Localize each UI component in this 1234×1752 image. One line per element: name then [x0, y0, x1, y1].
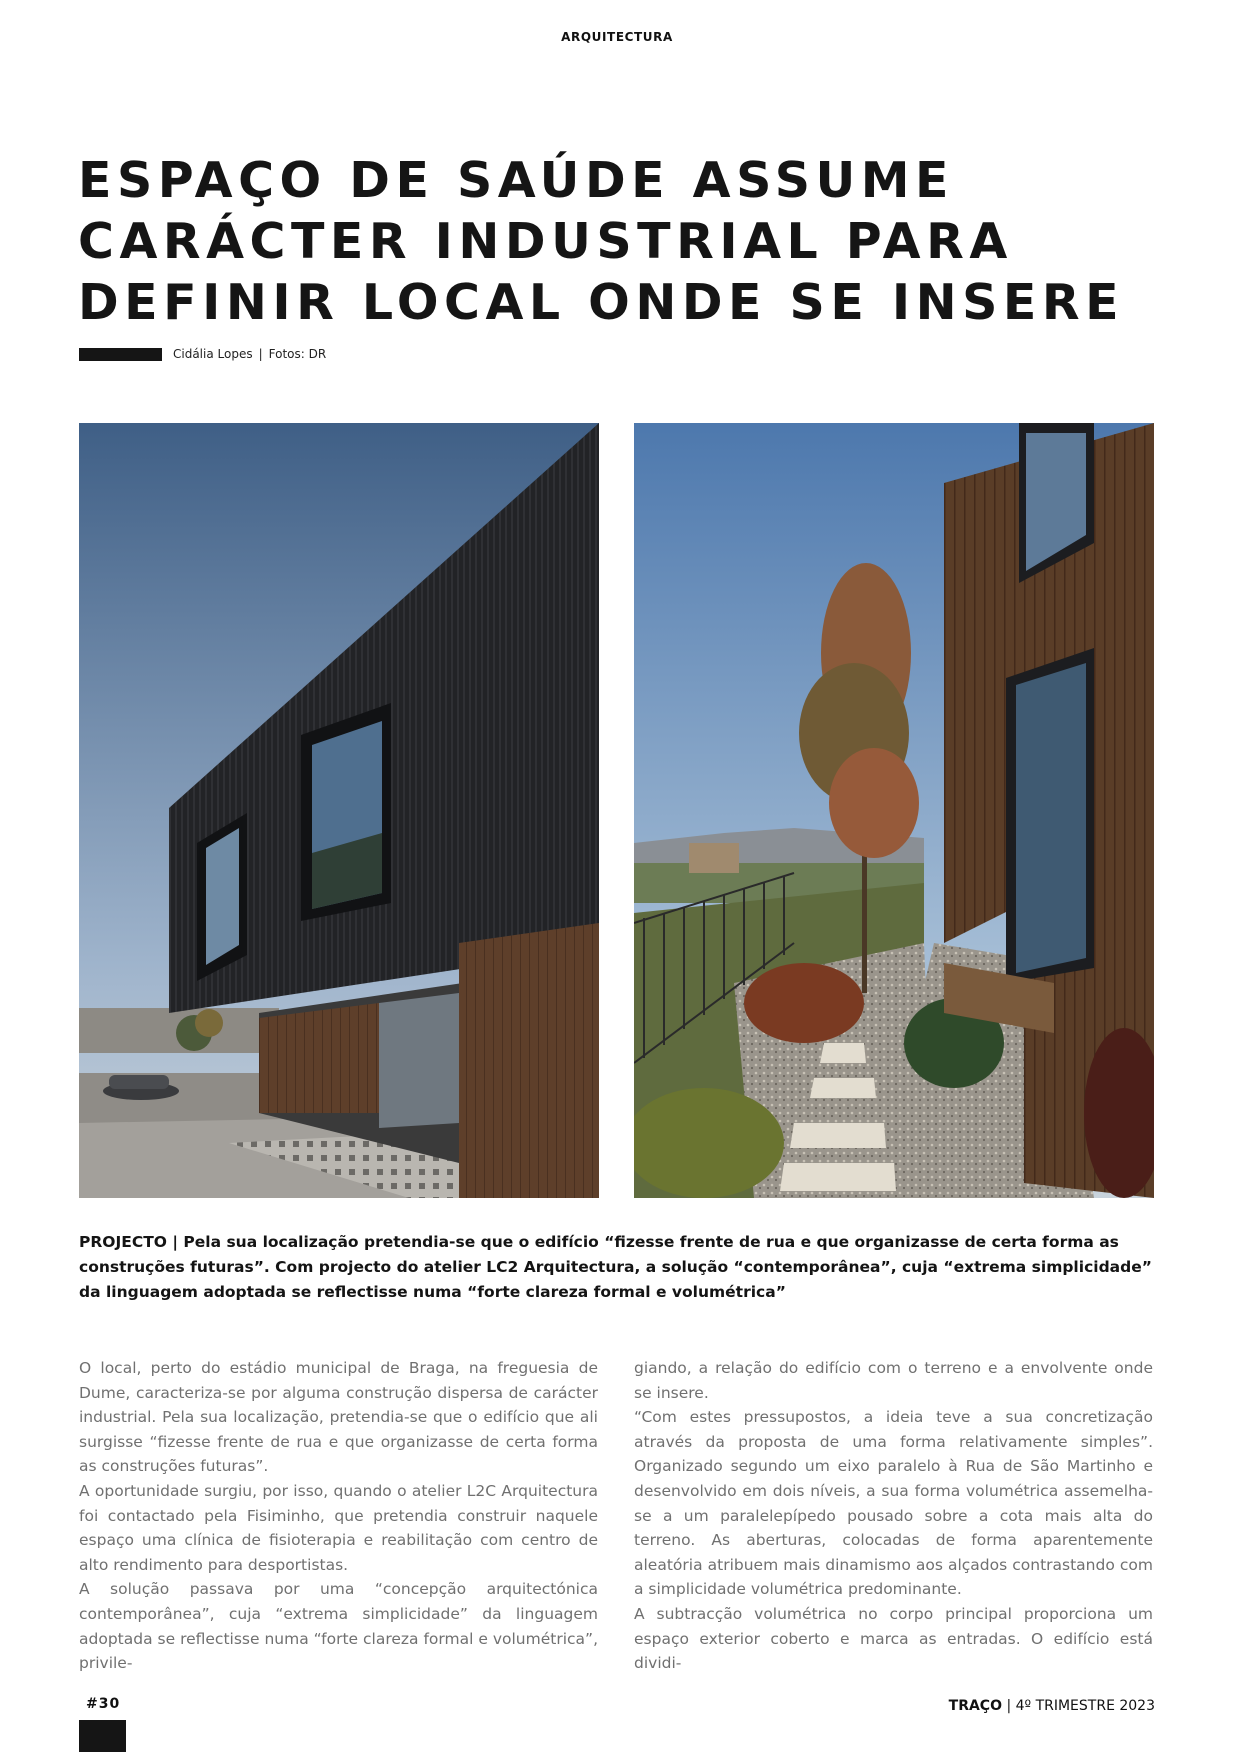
body-column-right	[634, 1356, 1153, 1676]
byline-photo-credit: Fotos: DR	[268, 347, 327, 361]
headline-line-2: CARÁCTER INDUSTRIAL PARA	[78, 213, 1013, 270]
footer-separator: |	[1006, 1698, 1012, 1714]
byline-author: Cidália Lopes	[173, 347, 253, 361]
body-paragraph: A solução passava por uma “concepção arquitectónica contemporânea”, cuja “extrema simplicidade” da linguagem adoptada se reflectisse numa “forte clareza formal e volumétrica”, privile-	[79, 1580, 598, 1673]
headline-line-3: DEFINIR LOCAL ONDE SE INSERE	[78, 274, 1125, 331]
body-paragraph: A subtracção volumétrica no corpo principal proporciona um espaço exterior coberto e marca as entradas. O edifício está dividi-	[634, 1604, 1153, 1673]
body-paragraph: A oportunidade surgiu, por isso, quando o atelier L2C Arquitectura foi contactado pela Fisiminho, que pretendia construir naquele espaço uma clínica de fisioterapia e reabilitação com centro de alto rendimento para desportistas.	[79, 1481, 598, 1574]
page-tab-marker	[79, 1720, 126, 1752]
body-column-left	[79, 1356, 598, 1676]
photo-caption: PROJECTO | Pela sua localização pretendia-se que o edifício “fizesse frente de rua e que organizasse de certa forma as construções futuras”. Com projecto do atelier LC2 Arquitectura, a solução “contemporânea”, cuja “extrema simplicidade” da linguagem adoptada se reflectisse numa “forte clareza formal e volumétrica”	[79, 1233, 1152, 1301]
magazine-name: TRAÇO	[948, 1698, 1002, 1714]
byline-separator: |	[258, 347, 263, 361]
footer-issue	[949, 1698, 1155, 1714]
photo-garden-path	[634, 423, 1154, 1198]
body-paragraph: O local, perto do estádio municipal de Braga, na freguesia de Dume, caracteriza-se por alguma construção dispersa de carácter industrial. Pela sua localização, pretendia-se que o edifício que ali surgisse “fizesse frente de rua e que organizasse de certa forma as construções futuras”.	[79, 1359, 598, 1476]
byline-bar	[79, 348, 162, 361]
page-number: #30	[86, 1696, 121, 1712]
byline	[173, 347, 326, 361]
headline-line-1: ESPAÇO DE SAÚDE ASSUME	[78, 152, 955, 209]
body-paragraph: giando, a relação do edifício com o terreno e a envolvente onde se insere.	[634, 1359, 1153, 1402]
issue-label: 4º TRIMESTRE 2023	[1015, 1698, 1155, 1714]
body-paragraph: “Com estes pressupostos, a ideia teve a sua concretização através da proposta de uma forma relativamente simples”. Organizado segundo um eixo paralelo à Rua de São Martinho e desenvolvido em dois níveis, a sua forma volumétrica assemelha-se a um paralelepípedo pousado sobre a cota mais alta do terreno. As aberturas, colocadas de forma aparentemente aleatória atribuem mais dinamismo aos alçados contrastando com a simplicidade volumétrica predominante.	[634, 1408, 1153, 1599]
photo-building-facade	[79, 423, 599, 1198]
section-label: ARQUITECTURA	[561, 30, 673, 44]
article-headline	[78, 150, 1178, 333]
